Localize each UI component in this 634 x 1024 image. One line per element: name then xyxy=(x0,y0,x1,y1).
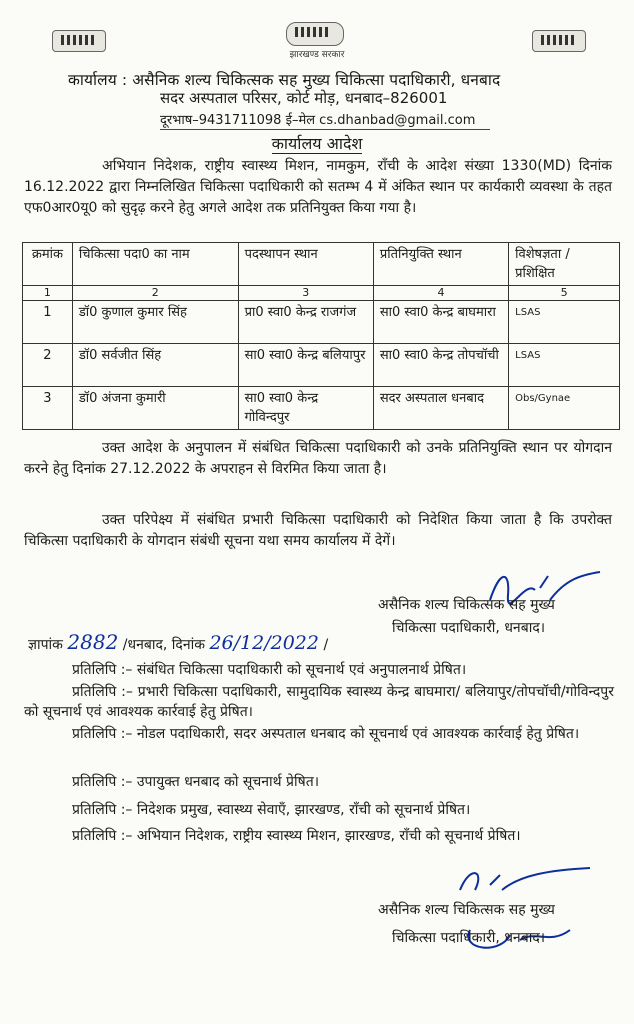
signature-designation-line-1: असैनिक शल्य चिकित्सक सह मुख्य xyxy=(378,902,555,918)
cell-doctor-name: डॉ0 कुणाल कुमार सिंह xyxy=(72,301,238,344)
cell-deputation-place: सदर अस्पताल धनबाद xyxy=(373,387,508,430)
signature-designation-line-2: चिकित्सा पदाधिकारी, धनबाद। xyxy=(392,930,546,946)
header-serial: क्रमांक xyxy=(23,243,73,286)
copy-text: प्रतिलिपि :– निदेशक प्रमुख, स्वास्थ्य सेवाएँ, झारखण्ड, राँची को सूचनार्थ प्रेषित। xyxy=(72,802,471,818)
table-header-row xyxy=(23,243,620,286)
order-paragraph-1: अभियान निदेशक, राष्ट्रीय स्वास्थ्य मिशन, नामकुम, राँची के आदेश संख्या 1330(MD) दिनांक 16.12.2022 द्वारा निम्नलिखित चिकित्सा पदाधिकारी को सतम्भ 4 में अंकित स्थान पर कार्यकारी व्यवस्था के तहत एफ0आर0यू0 को सुदृढ़ करने हेतु अगले आदेश तक प्रतिनियुक्त किया गया है। xyxy=(24,158,612,216)
cell-posting-place: सा0 स्वा0 केन्द्र बलियापुर xyxy=(238,344,373,387)
copy-line-2: प्रतिलिपि :– प्रभारी चिकित्सा पदाधिकारी, सामुदायिक स्वास्थ्य केन्द्र बाघमारा/ बलियापुर/तोपचॉची/गोविन्दपुर को सूचनार्थ एवं आवश्यक कार्रवाई हेतु प्रेषित। xyxy=(24,684,614,720)
table-row xyxy=(23,387,620,430)
copy-line-6: प्रतिलिपि :– अभियान निदेशक, राष्ट्रीय स्वास्थ्य मिशन, झारखण्ड, राँची को सूचनार्थ प्रेषित। xyxy=(72,828,521,844)
letter-label: ज्ञापांक xyxy=(28,637,63,653)
signature-designation-line-1: असैनिक शल्य चिकित्सक सह मुख्य xyxy=(378,597,555,613)
cell-specialization: Obs/Gynae xyxy=(509,387,620,430)
cell-specialization: LSAS xyxy=(509,344,620,387)
cell-doctor-name: डॉ0 अंजना कुमारी xyxy=(72,387,238,430)
state-label: झारखण्ड सरकार xyxy=(289,50,345,60)
jharkhand-emblem-icon xyxy=(286,22,344,46)
header-deputation-place: प्रतिनियुक्ति स्थान xyxy=(373,243,508,286)
relieving-paragraph: उक्त आदेश के अनुपालन में संबंधित चिकित्सा पदाधिकारी को उनके प्रतिनियुक्ति स्थान पर योगदान करने हेतु दिनांक 27.12.2022 के अपराहन से विरमित किया जाता है। xyxy=(24,440,612,477)
header-divider xyxy=(160,129,490,130)
copy-line-1 xyxy=(24,660,614,680)
cell-posting-place: प्रा0 स्वा0 केन्द्र राजगंज xyxy=(238,301,373,344)
letter-date: 26/12/2022 xyxy=(209,632,319,654)
instruction-paragraph: उक्त परिपेक्ष्य में संबंधित प्रभारी चिकित्सा पदाधिकारी को निदेशित किया जाता है कि उपरोक्त चिकित्सा पदाधिकारी के योगदान संबंधी सूचना यथा समय कार्यालय में देगें। xyxy=(24,512,612,549)
cell-deputation-place: सा0 स्वा0 केन्द्र तोपचॉची xyxy=(373,344,508,387)
copy-text: प्रतिलिपि :– उपायुक्त धनबाद को सूचनार्थ प्रेषित। xyxy=(72,774,320,790)
col-number: 1 xyxy=(23,286,73,301)
cell-serial: 1 xyxy=(23,301,73,344)
table-column-numbers xyxy=(23,286,620,301)
signature-designation-line-2: चिकित्सा पदाधिकारी, धनबाद। xyxy=(392,620,546,636)
copy-line-4 xyxy=(24,772,614,792)
table-row xyxy=(23,301,620,344)
copy-line-5 xyxy=(24,800,614,820)
table-row xyxy=(23,344,620,387)
office-address: सदर अस्पताल परिसर, कोर्ट मोड़, धनबाद–826001 xyxy=(160,89,448,107)
cell-doctor-name: डॉ0 सर्वजीत सिंह xyxy=(72,344,238,387)
cell-serial: 3 xyxy=(23,387,73,430)
copy-line-3: प्रतिलिपि :– नोडल पदाधिकारी, सदर अस्पताल धनबाद को सूचनार्थ एवं आवश्यक कार्रवाई हेतु प्रेषित। xyxy=(72,726,580,742)
copy-text: प्रतिलिपि :– संबंधित चिकित्सा पदाधिकारी को सूचनार्थ एवं अनुपालनार्थ प्रेषित। xyxy=(72,662,467,678)
col-number: 2 xyxy=(72,286,238,301)
cell-serial: 2 xyxy=(23,344,73,387)
office-name: कार्यालय : असैनिक शल्य चिकित्सक सह मुख्य चिकित्सा पदाधिकारी, धनबाद xyxy=(68,71,501,89)
cell-deputation-place: सा0 स्वा0 केन्द्र बाघमारा xyxy=(373,301,508,344)
header-posting-place: पदस्थापन स्थान xyxy=(238,243,373,286)
cell-posting-place: सा0 स्वा0 केन्द्र गोविन्दपुर xyxy=(238,387,373,430)
deputation-table xyxy=(22,242,620,430)
letter-number-line xyxy=(28,630,328,654)
letter-number: 2882 xyxy=(67,630,119,654)
document-title: कार्यालय आदेश xyxy=(271,134,363,153)
cell-specialization: LSAS xyxy=(509,301,620,344)
col-number: 4 xyxy=(373,286,508,301)
letter-end: / xyxy=(323,637,329,653)
office-contact: दूरभाष–9431711098 ई–मेल cs.dhanbad@gmail.com xyxy=(160,113,476,128)
col-number: 5 xyxy=(509,286,620,301)
header-doctor-name: चिकित्सा पदा0 का नाम xyxy=(72,243,238,286)
letter-place-date-label: /धनबाद, दिनांक xyxy=(122,637,206,653)
header-specialization: विशेषज्ञता / प्रशिक्षित xyxy=(509,243,620,286)
col-number: 3 xyxy=(238,286,373,301)
